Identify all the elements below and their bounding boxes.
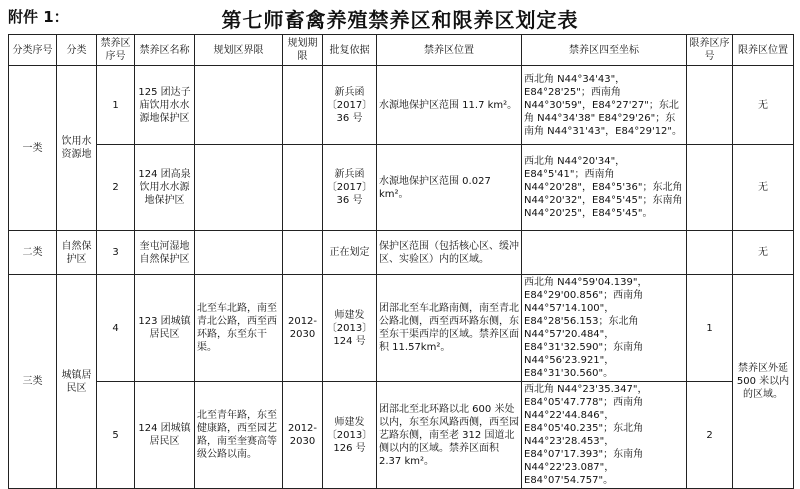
group-category-cell: 城镇居民区	[57, 275, 97, 489]
basis-cell: 新兵函〔2017〕36 号	[323, 66, 377, 145]
page-title: 第七师畜禽养殖禁养区和限养区划定表	[221, 8, 579, 32]
group-seq-cell: 三类	[9, 275, 57, 489]
col-header: 限养区位置	[733, 35, 794, 66]
col-header: 规划期限	[283, 35, 323, 66]
limit-no-cell	[687, 231, 733, 275]
col-header: 分类	[57, 35, 97, 66]
location-cell: 团部北至车北路南侧，南至青北公路北侧，西至西环路东侧，东至东干渠西岸的区域。禁养区面积 11.57km²。	[377, 275, 522, 382]
limit-location-cell: 无	[733, 66, 794, 145]
table-row	[9, 231, 794, 275]
period-cell	[283, 145, 323, 231]
coords-cell: 西北角 N44°23'35.347"，E84°05'47.778"；西南角 N44°22'44.846"，E84°05'40.235"；东北角 N44°23'28.453"，E84°07'17.393"；东南角 N44°22'23.087"，E84°07'54.757"。	[522, 382, 687, 489]
zone-no-cell: 4	[97, 275, 135, 382]
period-cell	[283, 231, 323, 275]
zone-name-cell: 125 团达子庙饮用水水源地保护区	[135, 66, 195, 145]
zoning-table	[8, 34, 794, 489]
table-row	[9, 275, 794, 382]
col-header: 规划区界限	[195, 35, 283, 66]
zone-no-cell: 1	[97, 66, 135, 145]
zone-name-cell: 123 团城镇居民区	[135, 275, 195, 382]
table-row	[9, 382, 794, 489]
basis-cell: 师建发〔2013〕126 号	[323, 382, 377, 489]
coords-cell: 西北角 N44°34'43"，E84°28'25"；西南角 N44°30'59"，E84°27'27"；东北角 N44°34'38" E84°29'26"；东南角 N44°31'43"，E84°29'12"。	[522, 66, 687, 145]
zone-no-cell: 5	[97, 382, 135, 489]
limit-location-cell: 禁养区外延 500 米以内的区域。	[733, 275, 794, 489]
location-cell: 水源地保护区范围 11.7 km²。	[377, 66, 522, 145]
document-header	[0, 0, 800, 34]
annex-label: 附件 1：	[8, 8, 69, 26]
zone-name-cell: 124 团城镇居民区	[135, 382, 195, 489]
zone-no-cell: 2	[97, 145, 135, 231]
period-cell	[283, 66, 323, 145]
basis-cell: 正在划定	[323, 231, 377, 275]
col-header: 禁养区名称	[135, 35, 195, 66]
coords-cell: 西北角 N44°20'34"，E84°5'41"；西南角 N44°20'28"，E84°5'36"；东北角 N44°20'32"，E84°5'45"；东南角 N44°20'25"，E84°5'45"。	[522, 145, 687, 231]
group-seq-cell: 一类	[9, 66, 57, 231]
boundary-cell: 北至青年路，东至健康路，西至园艺路，南至奎赛高等级公路以南。	[195, 382, 283, 489]
group-category-cell: 饮用水资源地	[57, 66, 97, 231]
coords-cell	[522, 231, 687, 275]
col-header: 禁养区四至坐标	[522, 35, 687, 66]
period-cell: 2012-2030	[283, 275, 323, 382]
coords-cell: 西北角 N44°59'04.139"，E84°29'00.856"；西南角 N44°57'14.100"，E84°28'56.153；东北角 N44°57'20.484"，E84°31'32.590"；东南角 N44°56'23.921"，E84°31'30.560"。	[522, 275, 687, 382]
table-row	[9, 145, 794, 231]
location-cell: 保护区范围（包括核心区、缓冲区、实验区）内的区域。	[377, 231, 522, 275]
period-cell: 2012-2030	[283, 382, 323, 489]
table-header-row	[9, 35, 794, 66]
col-header: 禁养区位置	[377, 35, 522, 66]
limit-no-cell	[687, 145, 733, 231]
boundary-cell	[195, 231, 283, 275]
basis-cell: 师建发〔2013〕124 号	[323, 275, 377, 382]
table-row	[9, 66, 794, 145]
location-cell: 团部北至北环路以北 600 米处以内，东至东风路西侧，西至园艺路东侧，南至老 312 国道北侧以内的区域。禁养区面积 2.37 km²。	[377, 382, 522, 489]
zone-name-cell: 奎屯河湿地自然保护区	[135, 231, 195, 275]
group-seq-cell: 二类	[9, 231, 57, 275]
boundary-cell: 北至车北路，南至青北公路，西至西环路，东至东干渠。	[195, 275, 283, 382]
group-category-cell: 自然保护区	[57, 231, 97, 275]
boundary-cell	[195, 66, 283, 145]
limit-no-cell	[687, 66, 733, 145]
col-header: 批复依据	[323, 35, 377, 66]
zone-name-cell: 124 团高泉饮用水水源地保护区	[135, 145, 195, 231]
boundary-cell	[195, 145, 283, 231]
zone-no-cell: 3	[97, 231, 135, 275]
col-header: 禁养区序号	[97, 35, 135, 66]
limit-location-cell: 无	[733, 231, 794, 275]
basis-cell: 新兵函〔2017〕36 号	[323, 145, 377, 231]
limit-location-cell: 无	[733, 145, 794, 231]
col-header: 分类序号	[9, 35, 57, 66]
limit-no-cell: 2	[687, 382, 733, 489]
location-cell: 水源地保护区范围 0.027 km²。	[377, 145, 522, 231]
limit-no-cell: 1	[687, 275, 733, 382]
col-header: 限养区序号	[687, 35, 733, 66]
